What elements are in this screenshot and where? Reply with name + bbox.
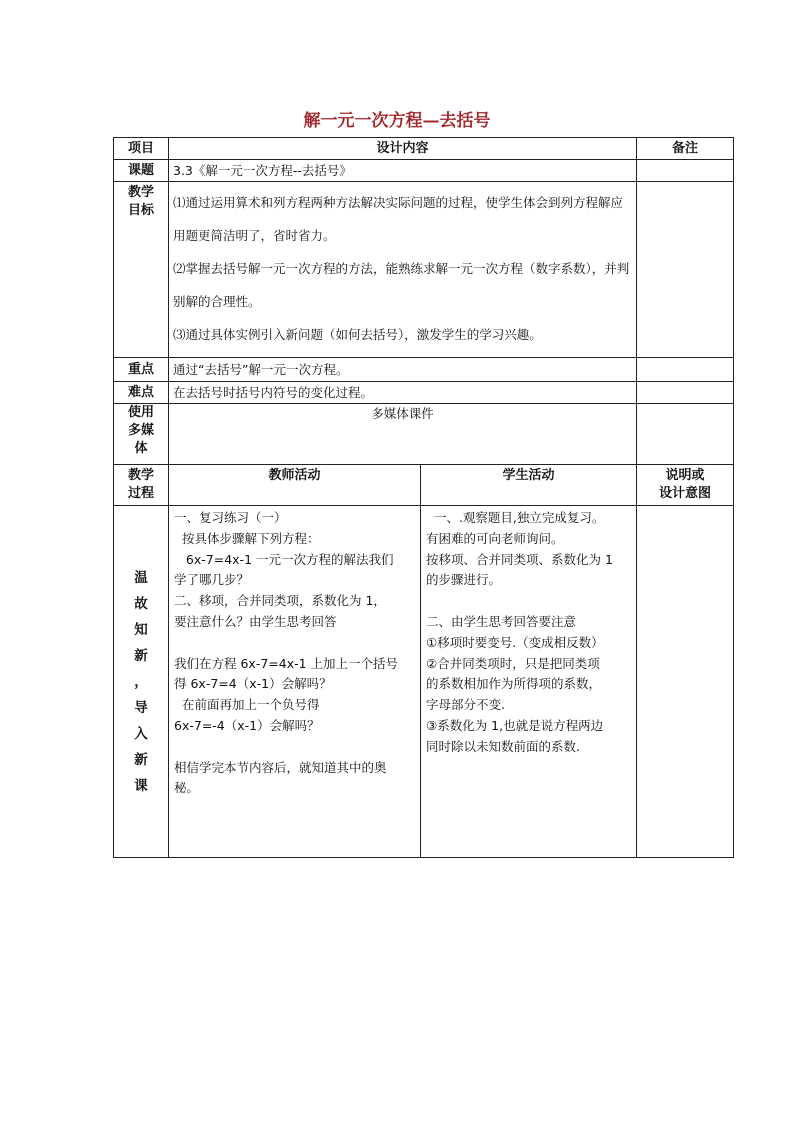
teacher-line: 学了哪几步？ <box>174 572 250 588</box>
student-activity-header: 学生活动 <box>421 465 637 506</box>
topic-value: 3.3《解一元一次方程--去括号》 <box>169 160 637 182</box>
teacher-line <box>174 633 415 654</box>
goal-item: ⑴通过运用算术和列方程两种方法解决实际问题的过程，使学生体会到列方程解应用题更简洁明了，省时省力。 <box>173 195 624 243</box>
student-activity <box>421 506 637 858</box>
student-line: ②合并同类项时，只是把同类项 <box>426 655 600 671</box>
teacher-line: 6x-7=4x-1 一元一次方程的解法我们 <box>174 551 394 567</box>
section-label-char: 温 <box>134 569 148 586</box>
teacher-line: 二、移项，合并同类项，系数化为 1， <box>174 593 386 609</box>
section-label-char: 新 <box>134 647 148 664</box>
media-label-line: 多媒 <box>127 423 154 438</box>
goals-label <box>114 182 169 358</box>
note-header <box>637 465 734 506</box>
section-label <box>114 506 169 858</box>
note-header-line: 设计意图 <box>659 486 712 501</box>
teacher-line: 在前面再加上一个负号得 <box>174 697 320 713</box>
document-title: 解一元一次方程—去括号 <box>303 111 491 131</box>
header-item: 项目 <box>114 138 169 160</box>
teacher-line: 秘。 <box>174 780 200 796</box>
student-line: 有困难的可向老师询问。 <box>426 530 564 546</box>
section-label-char: 入 <box>134 725 148 742</box>
student-line: 按移项、合并同类项、系数化为 1 <box>426 551 613 567</box>
difficulty-value: 在去括号时括号内符号的变化过程。 <box>169 382 637 404</box>
key-point-value: 通过“去括号”解一元一次方程。 <box>169 358 637 382</box>
topic-row <box>114 160 734 182</box>
difficulty-row <box>114 382 734 404</box>
student-line: ③系数化为 1,也就是说方程两边 <box>426 717 604 733</box>
key-point-remark <box>637 358 734 382</box>
header-remark: 备注 <box>637 138 734 160</box>
student-line: ①移项时要变号.（变成相反数） <box>426 634 604 650</box>
student-line: 一、.观察题目,独立完成复习。 <box>426 510 605 525</box>
teacher-line: 6x-7=-4（x-1）会解吗？ <box>174 717 320 733</box>
media-label-line: 体 <box>134 441 148 456</box>
goals-content <box>169 182 637 358</box>
key-point-row <box>114 358 734 382</box>
section-label-char: 知 <box>134 621 148 638</box>
section-row <box>114 506 734 858</box>
teacher-line: 相信学完本节内容后，就知道其中的奥 <box>174 759 387 775</box>
key-point-label: 重点 <box>114 358 169 382</box>
note-header-line: 说明或 <box>665 468 705 483</box>
goals-label-line: 目标 <box>127 203 154 218</box>
teacher-activity <box>169 506 421 858</box>
section-label-char: 新 <box>134 751 148 768</box>
difficulty-remark <box>637 382 734 404</box>
section-label-char: 故 <box>134 595 148 612</box>
section-label-char: ， <box>134 673 148 690</box>
goals-row <box>114 182 734 358</box>
process-label <box>114 465 169 506</box>
section-note <box>637 506 734 858</box>
goals-label-line: 教学 <box>127 185 154 200</box>
lesson-plan-table <box>113 137 734 858</box>
goals-remark <box>637 182 734 358</box>
goal-item: ⑶通过具体实例引入新问题（如何去括号），激发学生的学习兴趣。 <box>173 327 542 342</box>
section-label-char: 导 <box>134 699 148 716</box>
student-line: 的步骤进行。 <box>426 572 502 588</box>
process-label-line: 过程 <box>127 486 154 501</box>
student-line: 的系数相加作为所得项的系数， <box>426 676 602 692</box>
media-remark <box>637 404 734 465</box>
media-label-line: 使用 <box>127 405 154 420</box>
student-line <box>426 591 631 612</box>
section-label-char: 课 <box>134 777 148 794</box>
topic-label: 课题 <box>114 160 169 182</box>
topic-remark <box>637 160 734 182</box>
goal-item: ⑵掌握去括号解一元一次方程的方法，能熟练求解一元一次方程（数字系数），并判别解的合理性。 <box>173 261 630 309</box>
header-row <box>114 138 734 160</box>
student-line: 字母部分不变. <box>426 697 505 713</box>
process-header-row <box>114 465 734 506</box>
header-design: 设计内容 <box>169 138 637 160</box>
student-line: 二、由学生思考回答要注意 <box>426 613 577 629</box>
teacher-line: 得 6x-7=4（x-1）会解吗？ <box>174 676 332 692</box>
student-line: 同时除以未知数前面的系数. <box>426 738 580 754</box>
difficulty-label: 难点 <box>114 382 169 404</box>
teacher-activity-header: 教师活动 <box>169 465 421 506</box>
teacher-line: 要注意什么？由学生思考回答 <box>174 613 337 629</box>
process-label-line: 教学 <box>127 468 154 483</box>
media-label <box>114 404 169 465</box>
teacher-line: 一、复习练习（一） <box>174 510 287 525</box>
teacher-line <box>174 737 415 758</box>
media-value: 多媒体课件 <box>169 404 637 465</box>
teacher-line: 按具体步骤解下列方程： <box>174 530 320 546</box>
teacher-line: 我们在方程 6x-7=4x-1 上加上一个括号 <box>174 655 399 671</box>
media-row <box>114 404 734 465</box>
